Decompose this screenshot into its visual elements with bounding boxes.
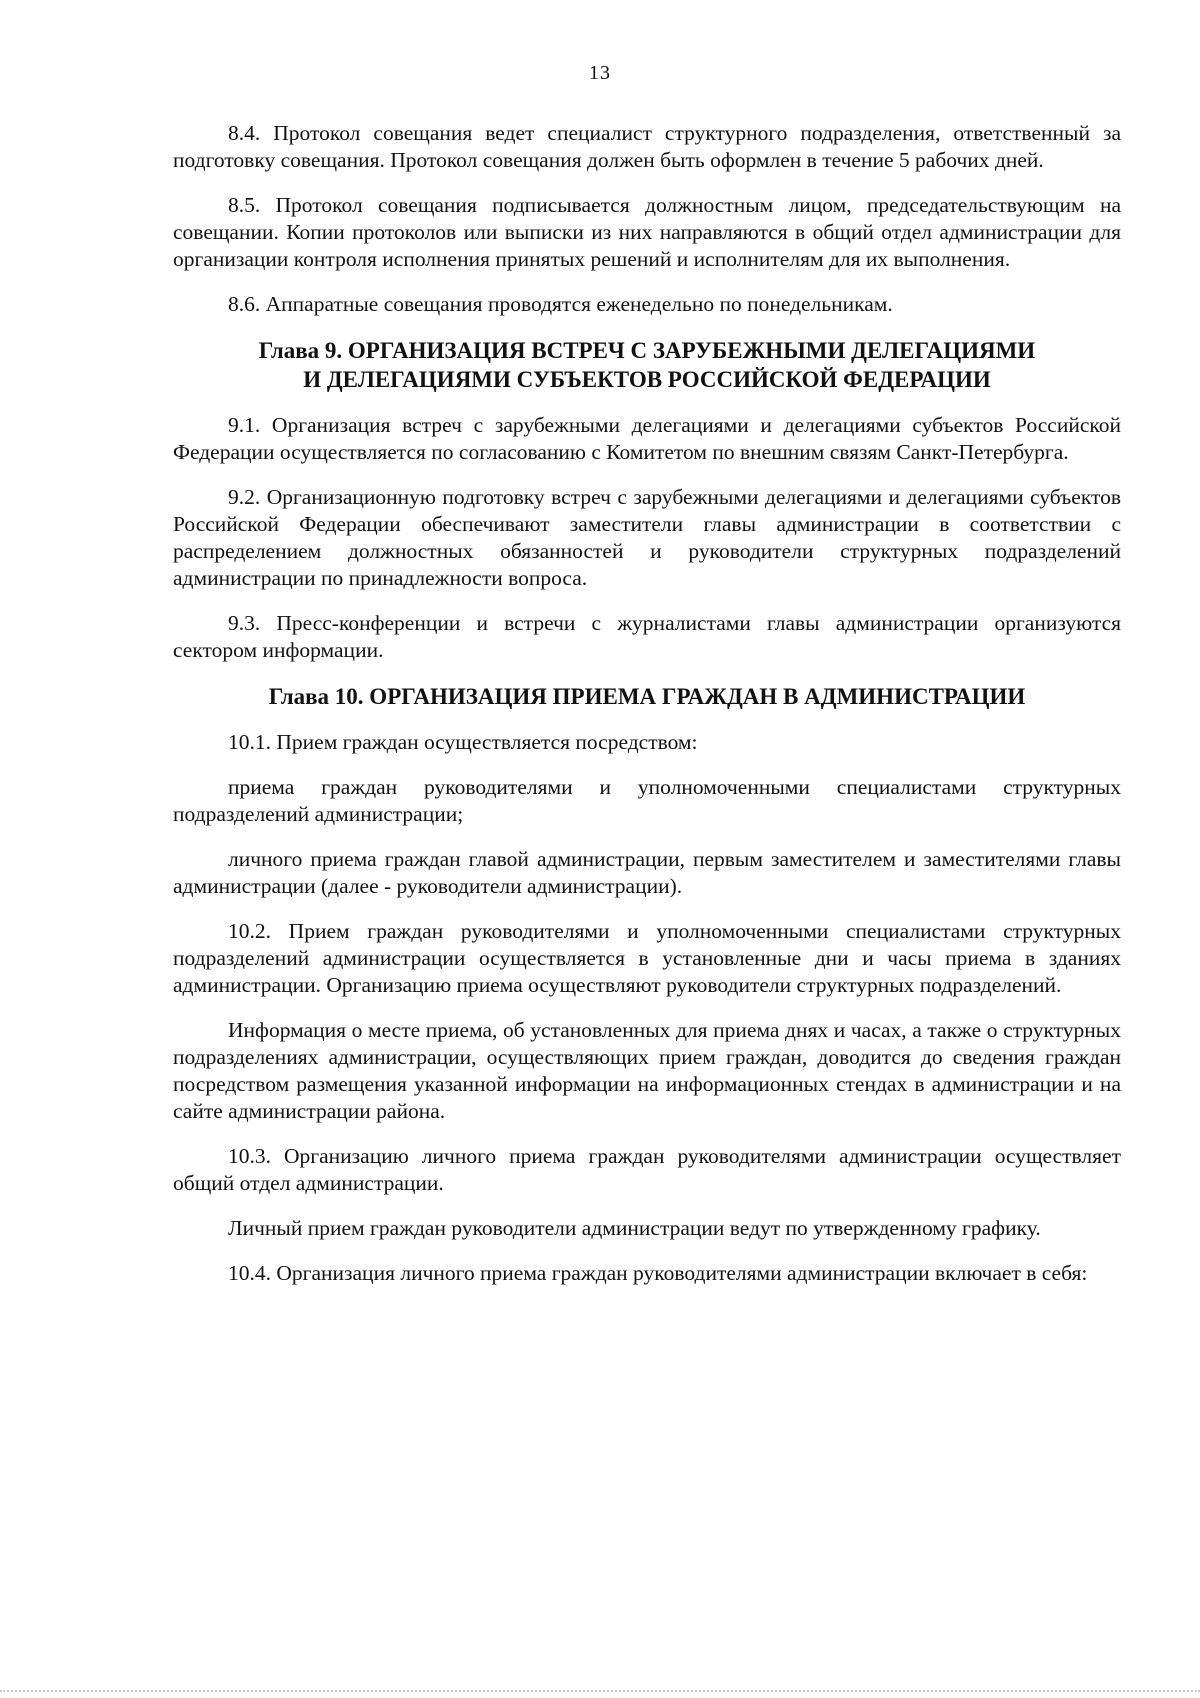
scan-edge-dots (0, 1690, 1200, 1692)
paragraph-9-2: 9.2. Организационную подготовку встреч с зарубежными делегациями и делегациями субъектов Российской Федерации обеспечивают заместители главы администрации в соответствии с распределением должностных обязанностей и руководители структурных подразделений администрации по принадлежности вопроса. (173, 485, 1121, 590)
paragraph-8-5: 8.5. Протокол совещания подписывается должностным лицом, председательствующим на совещании. Копии протоколов или выписки из них направляются в общий отдел администрации для организации контроля исполнения принятых решений и исполнителям для их выполнения. (173, 193, 1121, 271)
paragraph-10-3: 10.3. Организацию личного приема граждан руководителями администрации осуществляет общий отдел администрации. (173, 1144, 1121, 1195)
paragraph-10-2: 10.2. Прием граждан руководителями и уполномоченными специалистами структурных подразделений администрации осуществляется в установленные дни и часы приема в зданиях администрации. Организацию приема осуществляют руководители структурных подразделений. (173, 919, 1121, 997)
paragraph-9-1: 9.1. Организация встреч с зарубежными делегациями и делегациями субъектов Российской Федерации осуществляется по согласованию с Комитетом по внешним связям Санкт-Петербурга. (173, 413, 1121, 464)
chapter-9-heading (173, 336, 1121, 394)
chapter-10-heading-line-1: Глава 10. ОРГАНИЗАЦИЯ ПРИЕМА ГРАЖДАН В АДМИНИСТРАЦИИ (268, 684, 1026, 709)
paragraph-8-6: 8.6. Аппаратные совещания проводятся еженедельно по понедельникам. (228, 292, 893, 316)
chapter-10-heading (173, 682, 1121, 711)
paragraph-10-1-item-b: личного приема граждан главой администрации, первым заместителем и заместителями главы администрации (далее - руководители администрации). (173, 847, 1121, 898)
paragraph-10-1: 10.1. Прием граждан осуществляется посредством: (228, 730, 698, 754)
paragraph-8-4: 8.4. Протокол совещания ведет специалист структурного подразделения, ответственный за подготовку совещания. Протокол совещания должен быть оформлен в течение 5 рабочих дней. (173, 121, 1121, 172)
paragraph-10-3-schedule: Личный прием граждан руководители администрации ведут по утвержденному графику. (228, 1216, 1041, 1240)
paragraph-9-3: 9.3. Пресс-конференции и встречи с журналистами главы администрации организуются сектором информации. (173, 611, 1121, 662)
chapter-9-heading-line-2: И ДЕЛЕГАЦИЯМИ СУБЪЕКТОВ РОССИЙСКОЙ ФЕДЕРАЦИИ (303, 367, 991, 392)
paragraph-10-4: 10.4. Организация личного приема граждан руководителями администрации включает в себя: (228, 1261, 1088, 1285)
paragraph-10-1-item-a: приема граждан руководителями и уполномоченными специалистами структурных подразделений администрации; (173, 775, 1121, 826)
document-body (173, 120, 1121, 1287)
paragraph-10-2-info: Информация о месте приема, об установленных для приема днях и часах, а также о структурных подразделениях администрации, осуществляющих прием граждан, доводится до сведения граждан посредством размещения указанной информации на информационных стендах в администрации и на сайте администрации района. (173, 1018, 1121, 1123)
page-number: 13 (589, 62, 611, 84)
chapter-9-heading-line-1: Глава 9. ОРГАНИЗАЦИЯ ВСТРЕЧ С ЗАРУБЕЖНЫМИ ДЕЛЕГАЦИЯМИ (258, 338, 1036, 363)
